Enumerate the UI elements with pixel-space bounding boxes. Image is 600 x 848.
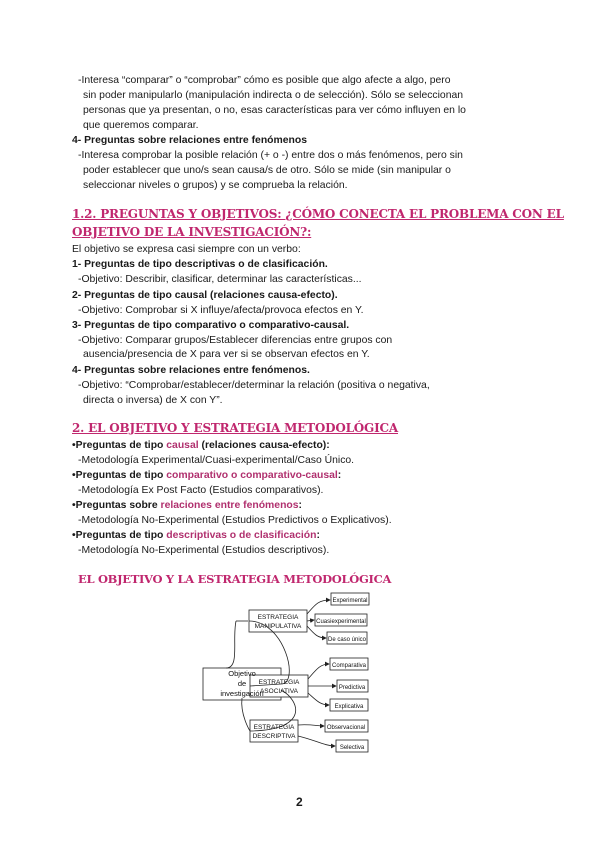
bullet-detail: -Metodología No-Experimental (Estudios descriptivos). — [78, 545, 330, 556]
question-detail: -Objetivo: Describir, clasificar, determinar las características... — [78, 274, 362, 285]
strategy-label: ESTRATEGIA — [258, 679, 300, 686]
strategy-label: DESCRIPTIVA — [252, 733, 296, 740]
edge — [307, 600, 330, 614]
root-label: de — [237, 679, 247, 688]
edge — [298, 725, 324, 726]
bullet-detail: -Metodología Experimental/Cuasi-experimental/Caso Único. — [78, 455, 355, 466]
question-title: 1- Preguntas de tipo descriptivas o de clasificación. — [72, 259, 328, 270]
edge — [307, 620, 314, 621]
question-title: 2- Preguntas de tipo causal (relaciones causa-efecto). — [72, 290, 338, 301]
bullet-title: •Preguntas de tipo causal (relaciones causa-efecto): — [72, 440, 330, 451]
strategy-label: ESTRATEGIA — [257, 614, 299, 621]
question-title: 4- Preguntas sobre relaciones entre fenómenos. — [72, 365, 310, 376]
question-detail: directa o inversa) de X con Y”. — [83, 395, 223, 406]
question-detail: -Objetivo: Comprobar si X influye/afecta/provoca efectos en Y. — [78, 305, 364, 316]
edge — [298, 736, 335, 746]
section1-heading: OBJETIVO DE LA INVESTIGACIÓN?: — [72, 225, 312, 239]
leaf-label: Explicativa — [334, 704, 364, 710]
intro-line: personas que ya presentan, o no, esas características para ver cómo influyen en lo — [83, 105, 466, 116]
leaf-label: De caso único — [327, 637, 367, 643]
edge — [308, 664, 329, 679]
page-number: 2 — [296, 795, 303, 809]
edge — [307, 626, 326, 638]
leaf-label: Predictiva — [338, 685, 366, 691]
leaf-label: Experimental — [332, 598, 368, 604]
section2-heading: 2. EL OBJETIVO Y ESTRATEGIA METODOLÓGICA — [72, 421, 398, 435]
intro-line: poder establecer que uno/s sean causa/s de otro. Sólo se mide (sin manipular o — [83, 165, 451, 176]
intro-line: -Interesa comprobar la posible relación (+ o -) entre dos o más fenómenos, pero sin — [78, 150, 463, 161]
intro-line: sin poder manipularlo (manipulación indirecta o de selección). Sólo se seleccionan — [83, 90, 464, 101]
root-label: investigación — [220, 689, 264, 698]
question-title: 3- Preguntas de tipo comparativo o comparativo-causal. — [72, 320, 350, 331]
intro-item4-title: 4- Preguntas sobre relaciones entre fenómenos — [72, 135, 308, 146]
bullet-title: •Preguntas sobre relaciones entre fenómenos: — [72, 500, 303, 511]
leaf-label: Comparativa — [331, 663, 367, 669]
question-detail: -Objetivo: “Comprobar/establecer/determinar la relación (positiva o negativa, — [78, 380, 430, 391]
bullet-detail: -Metodología Ex Post Facto (Estudios comparativos). — [78, 485, 324, 496]
edge — [308, 693, 329, 705]
leaf-label: Cuasiexperimental — [316, 619, 366, 625]
strategy-label: ESTRATEGIA — [253, 724, 295, 731]
intro-line: seleccionar niveles o grupos) y se comprueba la relación. — [83, 180, 348, 191]
root-label: Objetivo — [228, 669, 256, 678]
edge — [242, 698, 250, 731]
question-detail: ausencia/presencia de X para ver si se observan efectos en Y. — [83, 349, 370, 360]
bullet-title: •Preguntas de tipo comparativo o comparativo-causal: — [72, 470, 342, 481]
intro-line: -Interesa “comparar” o “comprobar” cómo es posible que algo afecte a algo, pero — [78, 75, 451, 86]
question-detail: -Objetivo: Comparar grupos/Establecer diferencias entre grupos con — [78, 335, 393, 346]
section1-heading: 1.2. PREGUNTAS Y OBJETIVOS: ¿CÓMO CONECTA EL PROBLEMA CON EL — [72, 207, 564, 221]
diagram-title: EL OBJETIVO Y LA ESTRATEGIA METODOLÓGICA — [78, 572, 392, 586]
leaf-label: Selectiva — [339, 745, 365, 751]
edge — [226, 621, 236, 668]
bullet-title: •Preguntas de tipo descriptivas o de clasificación: — [72, 530, 320, 541]
strategy-label: ASOCIATIVA — [259, 688, 299, 695]
intro-line: que queremos comparar. — [83, 120, 199, 131]
strategy-label: MANIPULATIVA — [254, 623, 302, 630]
bullet-detail: -Metodología No-Experimental (Estudios Predictivos o Explicativos). — [78, 515, 392, 526]
section1-intro: El objetivo se expresa casi siempre con un verbo: — [72, 244, 301, 255]
leaf-label: Observacional — [326, 725, 366, 731]
